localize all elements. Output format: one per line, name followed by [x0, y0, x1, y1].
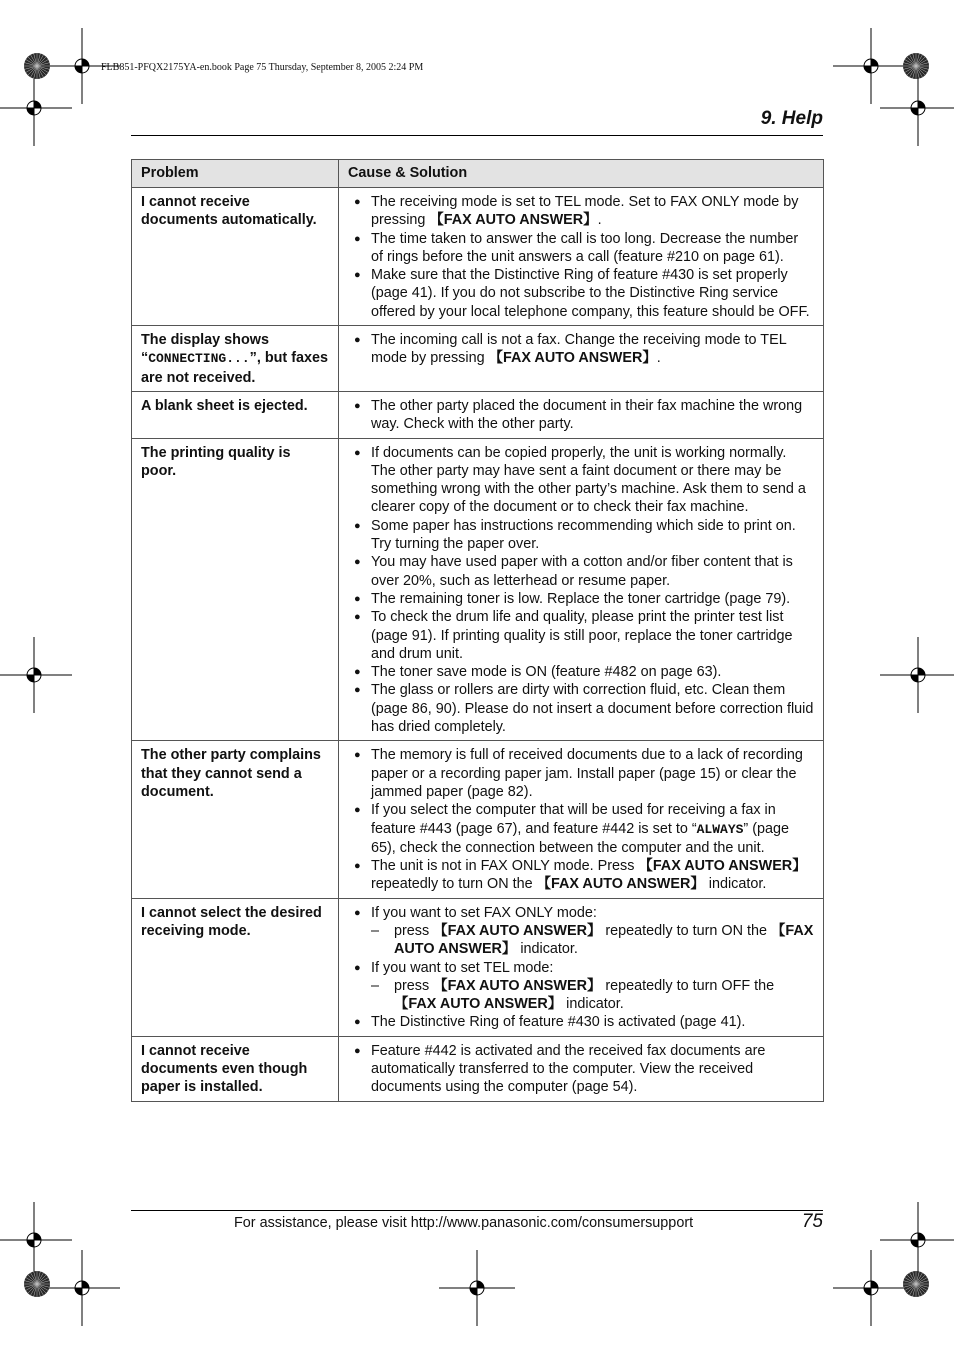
cause-list — [348, 904, 814, 1032]
footer-support-text: For assistance, please visit http://www.panasonic.com/consumersupport — [234, 1215, 694, 1231]
cause-item — [348, 397, 814, 434]
cause-list — [348, 193, 814, 321]
registration-starburst-icon — [902, 1270, 930, 1298]
text-segment: repeatedly to turn ON the — [601, 922, 771, 939]
column-header-cause-solution: Cause & Solution — [339, 160, 824, 188]
registration-starburst-icon — [23, 52, 51, 80]
registration-crosshair-icon — [831, 1248, 911, 1328]
text-segment: press — [394, 977, 434, 994]
section-title: 9. Help — [760, 108, 823, 129]
key-label: 【FAX AUTO ANSWER】 — [488, 350, 657, 367]
text-segment: The incoming call is not a fax. Change the receiving mode to TEL mode by pressing — [371, 332, 787, 367]
table-body — [132, 188, 824, 1102]
text-segment: If you select the computer that will be used for receiving a fax in feature #443 (page 67), and feature #442 is set to “ — [371, 802, 776, 837]
table-row — [132, 741, 824, 898]
registration-crosshair-icon — [878, 635, 954, 715]
text-segment: press — [394, 922, 434, 939]
cause-item — [348, 746, 814, 801]
registration-crosshair-icon — [42, 1248, 122, 1328]
text-segment: To check the drum life and quality, please print the printer test list (page 91). If printing quality is still poor, replace the toner cartridge and drum unit. — [371, 609, 793, 662]
registration-starburst-icon — [902, 52, 930, 80]
text-segment: The toner save mode is ON (feature #482 on page 63). — [371, 664, 722, 681]
problem-cell: I cannot select the desired receiving mode. — [132, 898, 339, 1036]
table-row — [132, 188, 824, 326]
table-header-row — [132, 160, 824, 188]
cause-item — [348, 681, 814, 736]
sub-step-item — [371, 922, 814, 959]
cause-item — [348, 801, 814, 857]
text-segment: Make sure that the Distinctive Ring of feature #430 is set properly (page 41). If you do not subscribe to the Distinctive Ring service offered by your local telephone company, this feature should be OFF. — [371, 267, 810, 320]
header-rule — [131, 135, 823, 136]
text-segment: The remaining toner is low. Replace the toner cartridge (page 79). — [371, 590, 791, 607]
text-segment: indicator. — [704, 876, 767, 893]
footer-rule — [131, 1210, 823, 1211]
cause-solution-cell — [339, 741, 824, 898]
cause-list — [348, 746, 814, 893]
problem-cell: A blank sheet is ejected. — [132, 391, 339, 438]
cause-item — [348, 608, 814, 663]
cause-item — [348, 444, 814, 517]
cause-item — [348, 193, 814, 230]
text-segment: . — [597, 212, 602, 229]
key-label: 【FAX AUTO ANSWER】 — [536, 876, 705, 893]
text-segment: The unit is not in FAX ONLY mode. Press — [371, 858, 639, 875]
problem-cell: The other party complains that they cannot send a document. — [132, 741, 339, 898]
table-row — [132, 391, 824, 438]
registration-crosshair-icon — [0, 635, 74, 715]
table-row — [132, 326, 824, 392]
key-label: 【FAX AUTO ANSWER】 — [638, 858, 807, 875]
cause-item — [348, 663, 814, 681]
key-label: 【FAX AUTO ANSWER】 — [394, 996, 563, 1013]
cause-item — [348, 553, 814, 590]
cause-list — [348, 397, 814, 434]
cause-item — [348, 959, 814, 1014]
text-segment: If you want to set FAX ONLY mode: — [371, 904, 597, 921]
text-segment: The display shows “ — [141, 332, 269, 367]
text-segment: repeatedly to turn ON the — [371, 876, 537, 893]
text-segment: If documents can be copied properly, the unit is working normally. The other party may have sent a faint document or there may be something wrong with the other party’s machine. Ask them to send a clearer copy of the document or to check their fax machine. — [371, 444, 806, 516]
sub-step-item — [371, 977, 814, 1014]
display-text: CONNECTING... — [148, 351, 250, 367]
cause-item — [348, 1042, 814, 1097]
text-segment: repeatedly to turn OFF the — [601, 977, 775, 994]
cause-solution-cell — [339, 1036, 824, 1101]
text-segment: indicator. — [516, 941, 578, 958]
text-segment: The other party placed the document in their fax machine the wrong way. Check with the other party. — [371, 397, 803, 433]
problem-cell: I cannot receive documents automatically. — [132, 188, 339, 326]
cause-list — [348, 331, 814, 368]
cause-item — [348, 230, 814, 267]
table-row — [132, 898, 824, 1036]
key-label: 【FAX AUTO ANSWER】 — [394, 922, 814, 958]
cause-list — [348, 444, 814, 737]
cause-item — [348, 517, 814, 554]
cause-item — [348, 266, 814, 321]
text-segment: . — [656, 350, 661, 367]
column-header-problem: Problem — [132, 160, 339, 188]
text-segment: ”, but faxes are not received. — [141, 350, 328, 386]
problem-cell: I cannot receive documents even though paper is installed. — [132, 1036, 339, 1101]
troubleshooting-table — [131, 159, 824, 1102]
text-segment: The receiving mode is set to TEL mode. Set to FAX ONLY mode by pressing — [371, 194, 799, 229]
key-label: 【FAX AUTO ANSWER】 — [433, 977, 602, 994]
text-segment: If you want to set TEL mode: — [371, 959, 554, 976]
text-segment: The glass or rollers are dirty with correction fluid, etc. Clean them (page 86, 90). Please do not insert a document before correction fluid has dried completely. — [371, 682, 814, 736]
cause-item — [348, 904, 814, 959]
cause-solution-cell — [339, 898, 824, 1036]
cause-solution-cell — [339, 391, 824, 438]
cause-solution-cell — [339, 438, 824, 741]
text-segment: You may have used paper with a cotton and/or fiber content that is over 20%, such as letterhead or resume paper. — [371, 554, 793, 589]
registration-crosshair-icon — [0, 68, 74, 148]
registration-starburst-icon — [23, 1270, 51, 1298]
display-text: ALWAYS — [696, 821, 744, 837]
cause-solution-cell — [339, 326, 824, 392]
text-segment: The Distinctive Ring of feature #430 is activated (page 41). — [371, 1014, 746, 1031]
table-row — [132, 1036, 824, 1101]
cause-item — [348, 331, 814, 368]
sub-step-list — [371, 977, 814, 1014]
text-segment: ” (page 65), check the connection between the computer and the unit. — [371, 820, 790, 856]
problem-cell: The printing quality is poor. — [132, 438, 339, 741]
cause-item — [348, 857, 814, 894]
text-segment: The time taken to answer the call is too long. Decrease the number of rings before the unit answers a call (feature #210 on page 61). — [371, 230, 799, 265]
cause-solution-cell — [339, 188, 824, 326]
cause-item — [348, 590, 814, 608]
table-row — [132, 438, 824, 741]
cause-item — [348, 1013, 814, 1031]
file-header: FLB851-PFQX2175YA-en.book Page 75 Thursday, September 8, 2005 2:24 PM — [101, 62, 424, 73]
sub-step-list — [371, 922, 814, 959]
text-segment: Feature #442 is activated and the received fax documents are automatically transferred to the computer. View the received documents using the computer (page 54). — [371, 1042, 766, 1096]
problem-cell — [132, 326, 339, 392]
key-label: 【FAX AUTO ANSWER】 — [433, 922, 602, 939]
page-number: 75 — [801, 1211, 823, 1232]
registration-crosshair-icon — [878, 68, 954, 148]
text-segment: Some paper has instructions recommending which side to print on. Try turning the paper over. — [371, 517, 796, 553]
text-segment: indicator. — [562, 996, 624, 1013]
key-label: 【FAX AUTO ANSWER】 — [429, 212, 598, 229]
text-segment: The memory is full of received documents due to a lack of recording paper or a recording paper jam. Install paper (page 15) or clear the jammed paper (page 82). — [371, 747, 803, 800]
registration-crosshair-icon — [437, 1248, 517, 1328]
cause-list — [348, 1042, 814, 1097]
